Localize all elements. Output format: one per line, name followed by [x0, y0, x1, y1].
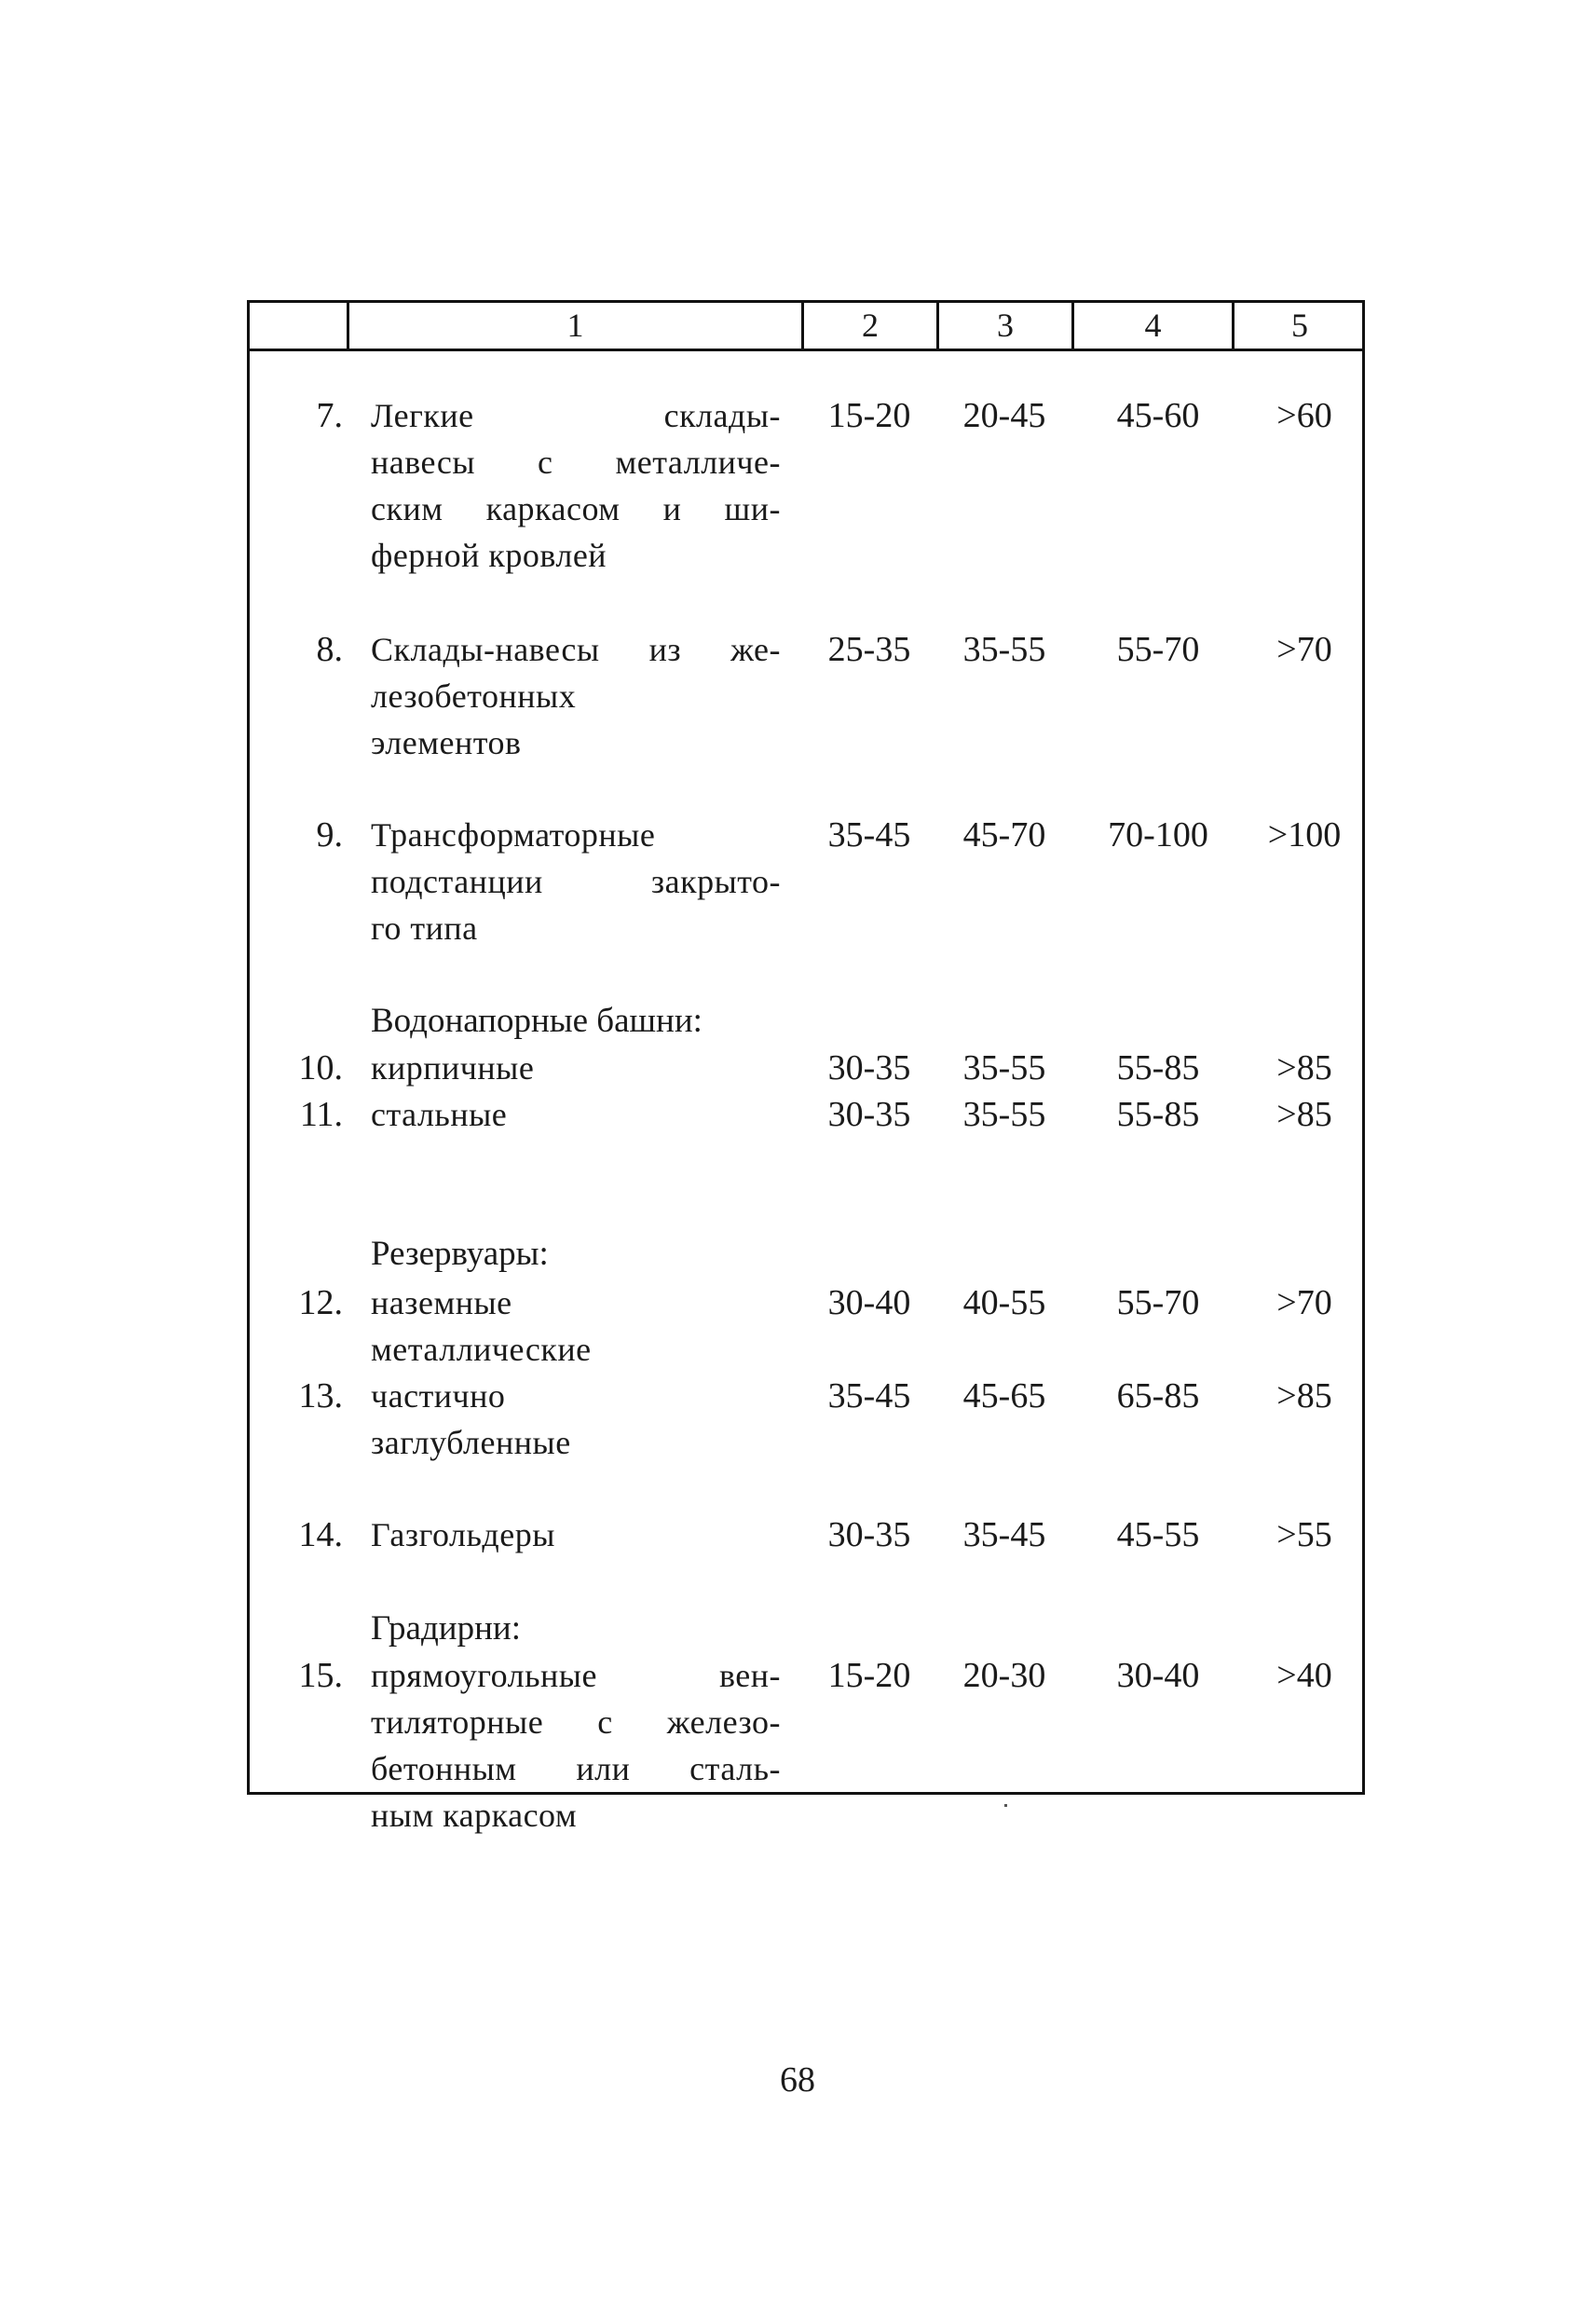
- row-number: 13.: [298, 1376, 343, 1415]
- table-header-row: [250, 303, 1362, 351]
- value-col-3: 45-65: [962, 1376, 1046, 1415]
- value-col-2: 30-35: [827, 1048, 911, 1087]
- row-description: частично заглубленные: [371, 1377, 571, 1461]
- value-col-4: 55-85: [1116, 1095, 1200, 1134]
- row-number: 7.: [316, 396, 343, 435]
- value-col-4: 70-100: [1108, 815, 1208, 855]
- row-description: Трансформаторные подстанции закрыто- го типа: [371, 816, 781, 947]
- header-cell-4: 4: [1074, 303, 1235, 349]
- value-col-2: 35-45: [827, 815, 911, 855]
- value-col-3: 35-55: [962, 630, 1046, 669]
- page-number: 68: [780, 2060, 815, 2099]
- value-col-2: 30-35: [827, 1095, 911, 1134]
- row-number: 15.: [298, 1656, 343, 1695]
- value-col-5: >70: [1276, 630, 1332, 669]
- header-cell-3: 3: [939, 303, 1074, 349]
- value-col-3: 35-55: [962, 1048, 1046, 1087]
- group-title: Резервуары:: [371, 1235, 549, 1273]
- row-description: стальные: [371, 1096, 508, 1133]
- row-description: Склады-навесы из же- лезобетонных элементов: [371, 631, 781, 761]
- group-title: Водонапорные башни:: [371, 1002, 703, 1040]
- value-col-5: >70: [1276, 1283, 1332, 1322]
- value-col-3: 35-55: [962, 1095, 1046, 1134]
- value-col-4: 30-40: [1116, 1656, 1200, 1695]
- header-cell-0: [250, 303, 349, 349]
- row-description: Газгольдеры: [371, 1516, 555, 1553]
- header-cell-2: 2: [804, 303, 939, 349]
- header-cell-1: 1: [349, 303, 804, 349]
- row-number: 11.: [299, 1095, 343, 1134]
- value-col-3: 35-45: [962, 1515, 1046, 1554]
- value-col-4: 65-85: [1116, 1376, 1200, 1415]
- value-col-4: 55-70: [1116, 630, 1200, 669]
- value-col-4: 45-60: [1116, 396, 1200, 435]
- row-description: Легкие склады- навесы с металличе- ским каркасом и ши- ферной кровлей: [371, 397, 781, 574]
- value-col-3: 40-55: [962, 1283, 1046, 1322]
- value-col-2: 30-35: [827, 1515, 911, 1554]
- row-description: наземные металлические: [371, 1284, 592, 1368]
- row-number: 14.: [298, 1515, 343, 1554]
- row-number: 10.: [298, 1048, 343, 1087]
- value-col-2: 30-40: [827, 1283, 911, 1322]
- value-col-5: >55: [1276, 1515, 1332, 1554]
- group-title: Градирни:: [371, 1609, 521, 1648]
- value-col-2: 35-45: [827, 1376, 911, 1415]
- value-col-3: 45-70: [962, 815, 1046, 855]
- value-col-2: 15-20: [827, 396, 911, 435]
- value-col-5: >85: [1276, 1376, 1332, 1415]
- value-col-5: >60: [1276, 396, 1332, 435]
- row-number: 9.: [316, 815, 343, 855]
- value-col-5: >85: [1276, 1095, 1332, 1134]
- value-col-5: >40: [1276, 1656, 1332, 1695]
- value-col-4: 55-85: [1116, 1048, 1200, 1087]
- value-col-3: 20-45: [962, 396, 1046, 435]
- value-col-5: >85: [1276, 1048, 1332, 1087]
- value-col-5: >100: [1267, 815, 1342, 855]
- header-cell-5: 5: [1291, 307, 1308, 344]
- row-number: 8.: [316, 630, 343, 669]
- value-col-4: 45-55: [1116, 1515, 1200, 1554]
- row-description: кирпичные: [371, 1049, 535, 1087]
- value-col-2: 15-20: [827, 1656, 911, 1695]
- value-col-4: 55-70: [1116, 1283, 1200, 1322]
- scan-speck: [1004, 1804, 1007, 1807]
- data-table: [247, 300, 1365, 1834]
- row-description: прямоугольные вен- тиляторные с железо- бетонным или сталь- ным каркасом: [371, 1657, 781, 1834]
- value-col-2: 25-35: [827, 630, 911, 669]
- value-col-3: 20-30: [962, 1656, 1046, 1695]
- row-number: 12.: [298, 1283, 343, 1322]
